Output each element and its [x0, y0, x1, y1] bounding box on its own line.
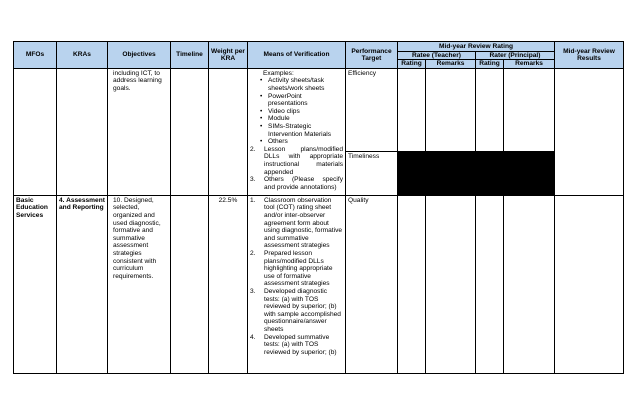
row2-rater-remarks: [504, 195, 555, 373]
list-item: • Module: [260, 115, 343, 123]
header-midyear-rating: Mid-year Review Rating: [398, 42, 555, 52]
header-timeline: Timeline: [171, 42, 209, 69]
row2-weight: 22.5%: [209, 195, 248, 373]
row2-kra: 4. Assessment and Reporting: [57, 195, 108, 373]
timeliness-ratee-rating-shaded: [398, 151, 426, 195]
header-ratee-remarks: Remarks: [426, 60, 476, 68]
row1-objective: including ICT, to address learning goals.: [113, 69, 162, 92]
header-midyear-results: Mid-year Review Results: [555, 42, 624, 69]
efficiency-ratee-remarks: [426, 68, 476, 151]
item-number: 4.: [250, 333, 256, 341]
row1-timeline-cell: [171, 68, 209, 195]
row1-objective-cell: [108, 68, 171, 195]
list-item: • Others: [260, 138, 343, 146]
ipcrf-form-page: [13, 41, 623, 373]
row2-timeline-cell: [171, 195, 209, 373]
list-item: [250, 250, 343, 288]
row1-results-cell: [555, 68, 624, 195]
row2-results-cell: [555, 195, 624, 373]
header-means-of-verification: Means of Verification: [248, 42, 346, 69]
row2-means-cell: [248, 195, 346, 373]
timeliness-ratee-remarks-shaded: [426, 151, 476, 195]
header-rater-remarks: Remarks: [504, 60, 555, 68]
header-mfos: MFOs: [14, 42, 57, 69]
row1-mfo-cell: [14, 68, 57, 195]
list-item: • PowerPoint presentations: [260, 93, 343, 108]
efficiency-rater-rating: [476, 68, 504, 151]
list-item: • Activity sheets/task sheets/work sheets: [260, 77, 343, 92]
item-text: Developed diagnostic tests: (a) with TOS reviewed by superior; (b) with sample accomplished questionnaire/answer sheets: [264, 287, 341, 333]
row2-means-list: [250, 197, 343, 356]
examples-list: [250, 77, 343, 145]
header-kras: KRAs: [57, 42, 108, 69]
examples-label: Examples:: [263, 69, 294, 77]
list-item: [250, 197, 343, 250]
header-performance-target: Performance Target: [346, 42, 398, 69]
item-number: 2.: [250, 249, 256, 257]
row2-mfo: Basic Education Services: [14, 195, 57, 373]
efficiency-rater-remarks: [504, 68, 555, 151]
target-efficiency: Efficiency: [346, 68, 398, 151]
list-item: • Video clips: [260, 108, 343, 116]
item-number: 3.: [250, 287, 256, 295]
header-rater-rating: Rating: [476, 60, 504, 68]
row2-ratee-remarks: [426, 195, 476, 373]
timeliness-rater-rating-shaded: [476, 151, 504, 195]
row2-objective: [108, 195, 171, 373]
efficiency-ratee-rating: [398, 68, 426, 151]
item-text: Developed summative tests: (a) with TOS reviewed by superior; (b): [264, 333, 337, 356]
row2-ratee-rating: [398, 195, 426, 373]
item-text: Lesson plans/modified DLLs with appropriate instructional materials appended: [264, 145, 343, 176]
list-item: [250, 146, 343, 176]
list-item: [250, 334, 343, 357]
item-number: 3.: [250, 176, 256, 184]
target-timeliness: Timeliness: [346, 151, 398, 195]
item-text: Classroom observation tool (COT) rating sheet and/or inter-observer agreement form about using diagnostic, formative and summative assessment strategies: [264, 196, 343, 250]
list-item: [250, 288, 343, 334]
ipcrf-table: [13, 41, 624, 374]
item-number: 2.: [250, 145, 256, 153]
header-ratee-rating: Rating: [398, 60, 426, 68]
header-ratee: Ratee (Teacher): [398, 52, 476, 60]
row1-means-cell: [248, 68, 346, 195]
header-weight: Weight per KRA: [209, 42, 248, 69]
row2-objective-text: 10. Designed, selected, organized and used diagnostic, formative and summative assessment strategies consistent with curriculum requirements.: [113, 196, 161, 280]
header-rater: Rater (Principal): [476, 52, 555, 60]
timeliness-rater-remarks-shaded: [504, 151, 555, 195]
item-text: Others (Please specify and provide annotations): [264, 176, 343, 191]
row1-weight-cell: [209, 68, 248, 195]
list-item: • SIMs-Strategic Intervention Materials: [260, 123, 343, 138]
row1-numbered-list: [250, 146, 343, 192]
row1-kra-cell: [57, 68, 108, 195]
item-number: 1.: [250, 196, 256, 204]
row2-target: Quality: [346, 195, 398, 373]
row2-rater-rating: [476, 195, 504, 373]
list-item: [250, 176, 343, 191]
item-text: Prepared lesson plans/modified DLLs highlighting appropriate use of formative assessment strategies: [264, 249, 333, 288]
header-objectives: Objectives: [108, 42, 171, 69]
